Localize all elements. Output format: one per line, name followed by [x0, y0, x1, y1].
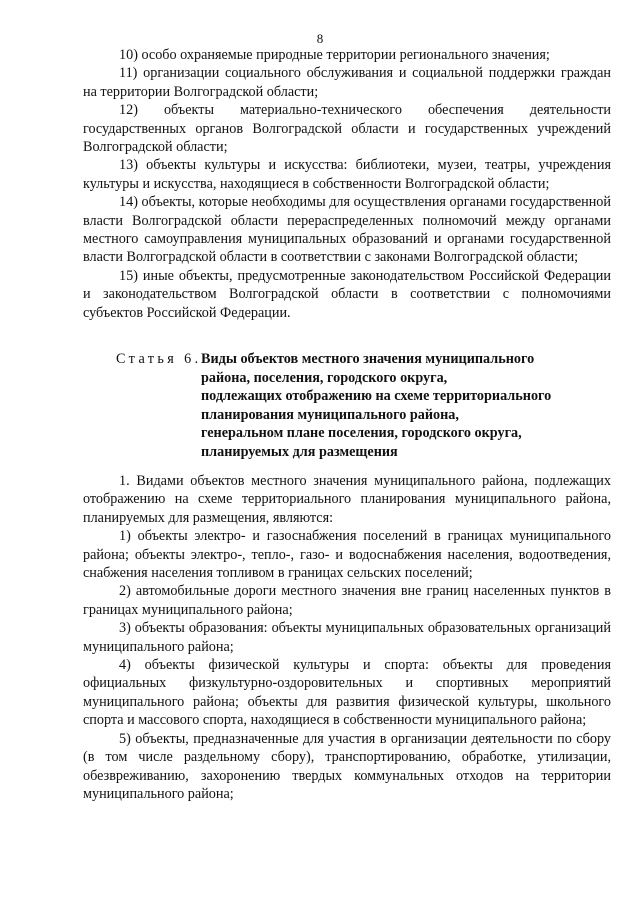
article-title-line: подлежащих отображению на схеме территориального: [201, 388, 552, 405]
article-item-2: 2) автомобильные дороги местного значения вне границ населенных пунктов в границах муниципального района;: [83, 583, 611, 618]
article-label: Статья 6.: [116, 351, 202, 367]
list-item-15: 15) иные объекты, предусмотренные законодательством Российской Федерации и законодательством Волгоградской области в соответствии с полномочиями субъектов Российской Федерации.: [83, 267, 611, 321]
article-item-4: 4) объекты физической культуры и спорта: объекты для проведения официальных физкультурно-оздоровительных и спортивных мероприятий муниципального района; объекты для развития физической культуры, школьного спорта и массового спорта, находящиеся в собственности муниципального района;: [83, 657, 611, 729]
article-title: [201, 350, 551, 462]
article-title-line: Виды объектов местного значения муниципального: [201, 351, 535, 367]
article-body: [83, 472, 611, 803]
list-item-14: 14) объекты, которые необходимы для осуществления органами государственной власти Волгоградской области перераспределенных полномочий между органами местного самоуправления муниципальных образований и органами государственной власти Волгоградской области в соответствии с законами Волгоградской области;: [83, 194, 611, 266]
list-item-10: 10) особо охраняемые природные территории регионального значения;: [119, 47, 550, 63]
article-title-line: генеральном плане поселения, городского округа,: [201, 425, 522, 442]
article-item-5: 5) объекты, предназначенные для участия в организации деятельности по сбору (в том числе раздельному сбору), транспортированию, обработке, утилизации, обезвреживанию, захоронению твердых коммунальных отходов на территории муниципального района;: [83, 730, 611, 802]
article-title-line: планируемых для размещения: [201, 443, 398, 460]
list-item-13: 13) объекты культуры и искусства: библиотеки, музеи, театры, учреждения культуры и искусства, находящиеся в собственности Волгоградской области;: [83, 157, 611, 192]
article-item-3: 3) объекты образования: объекты муниципальных образовательных организаций муниципального района;: [83, 620, 611, 655]
article-paragraph-1: 1. Видами объектов местного значения муниципального района, подлежащих отображению на схеме территориального планирования муниципального района, планируемых для размещения, являются:: [83, 473, 611, 526]
article-title-line: планирования муниципального района,: [201, 406, 459, 423]
list-item-12: 12) объекты материально-технического обеспечения деятельности государственных органов Волгоградской области и государственных учреждений Волгоградской области;: [83, 102, 611, 156]
list-item-11: 11) организации социального обслуживания и социальной поддержки граждан на территории Волгоградской области;: [83, 65, 611, 100]
page-number: 8: [316, 31, 324, 46]
article-item-1: 1) объекты электро- и газоснабжения поселений в границах муниципального района; объекты электро-, тепло-, газо- и водоснабжения населения, водоотведения, снабжения населения топливом в границах сельских поселений;: [83, 528, 611, 582]
article-title-line: района, поселения, городского округа,: [201, 369, 448, 386]
list-continuation: [83, 46, 611, 322]
